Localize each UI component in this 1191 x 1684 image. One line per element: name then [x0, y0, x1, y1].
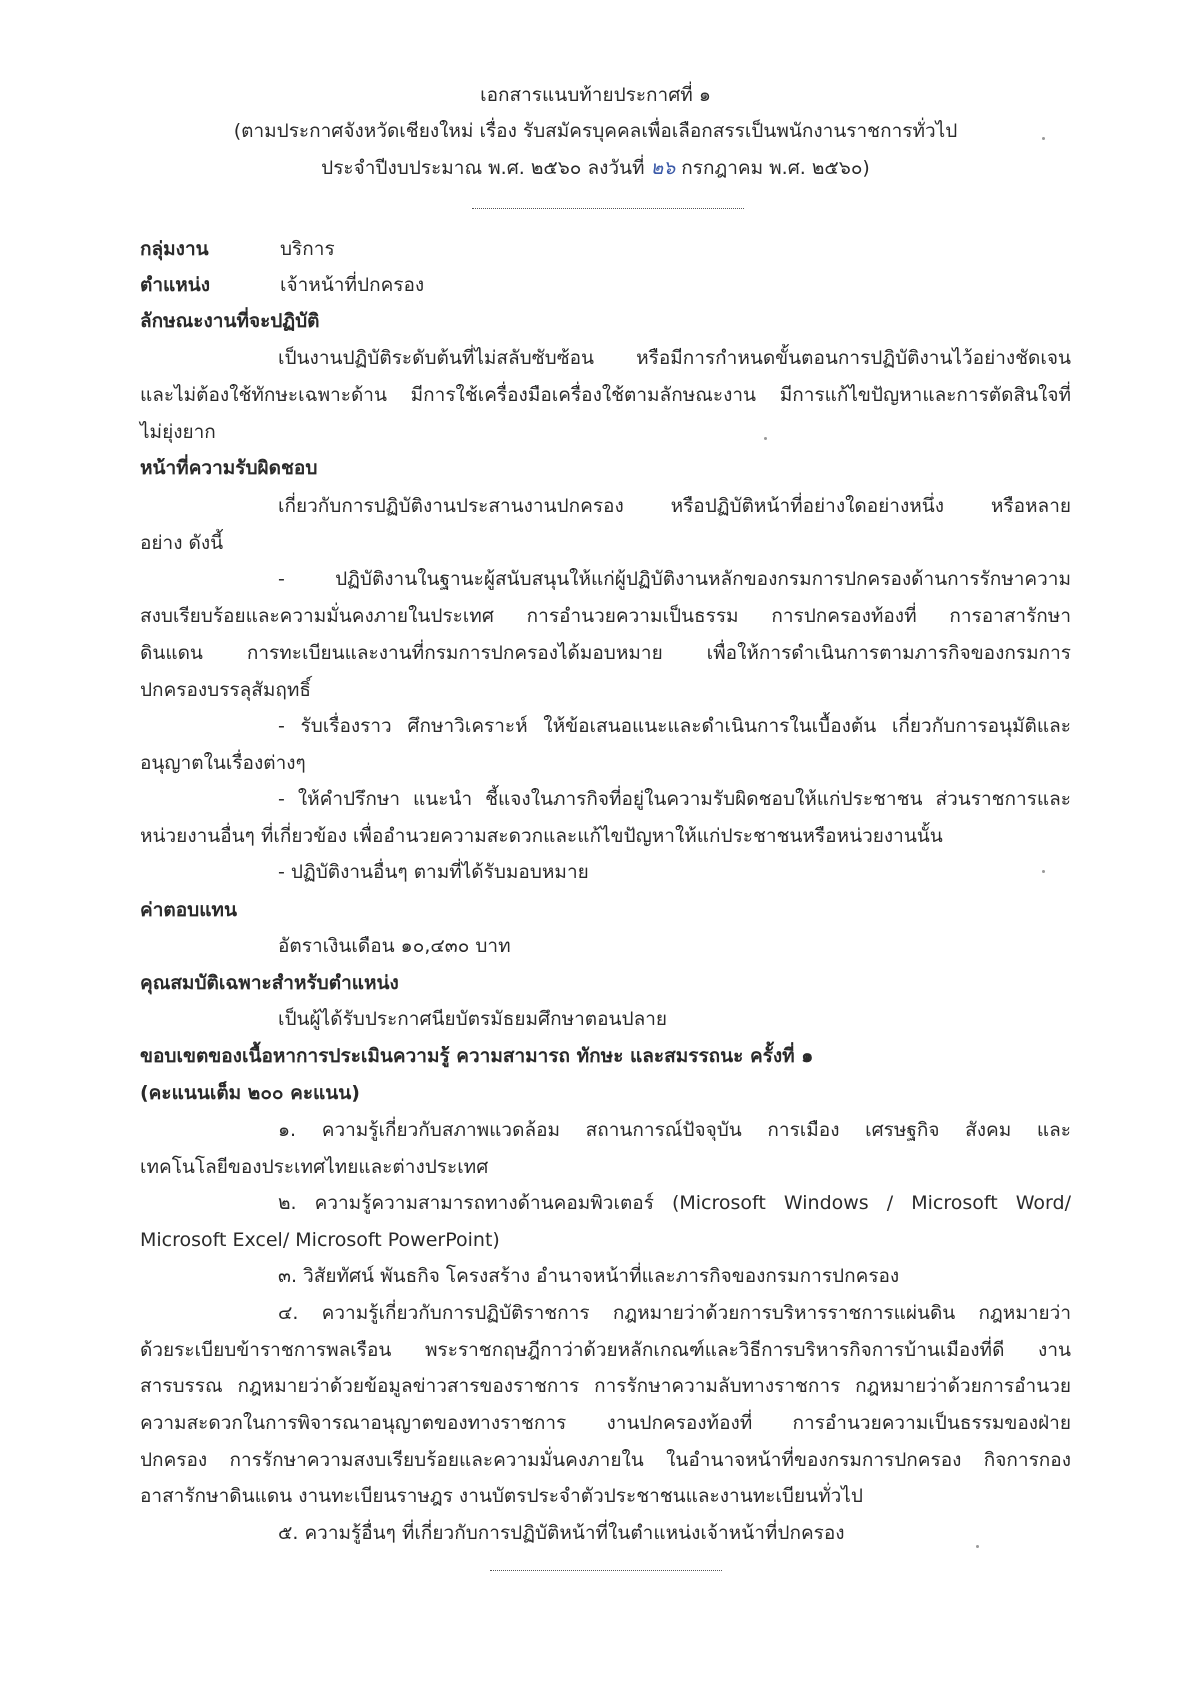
scan-speck — [1042, 137, 1045, 140]
position-value: เจ้าหน้าที่ปกครอง — [280, 274, 425, 296]
date-prefix: ประจำปีงบประมาณ พ.ศ. ๒๕๖๐ ลงวันที่ — [321, 157, 645, 179]
scope-line: ๓. วิสัยทัศน์ พันธกิจ โครงสร้าง อำนาจหน้าที่และภารกิจของกรมการปกครอง — [278, 1265, 900, 1287]
scan-speck — [1042, 870, 1045, 873]
qualification-value: เป็นผู้ได้รับประกาศนียบัตรมัธยมศึกษาตอนปลาย — [278, 1008, 668, 1030]
scope-line: อาสารักษาดินแดน งานทะเบียนราษฎร งานบัตรประจำตัวประชาชนและงานทะเบียนทั่วไป — [140, 1485, 863, 1507]
compensation-value: อัตราเงินเดือน ๑๐,๔๓๐ บาท — [278, 935, 511, 957]
scope-line: Microsoft Excel/ Microsoft PowerPoint) — [140, 1229, 500, 1251]
scope-line: ความสะดวกในการพิจารณาอนุญาตของทางราชการ งานปกครองท้องที่ การอำนวยความเป็นธรรมของฝ่าย — [140, 1412, 1071, 1434]
position-label: ตำแหน่ง — [140, 274, 211, 296]
qualification-heading: คุณสมบัติเฉพาะสำหรับตำแหน่ง — [140, 972, 399, 994]
scope-line: สารบรรณ กฎหมายว่าด้วยข้อมูลข่าวสารของราชการ การรักษาความลับทางราชการ กฎหมายว่าด้วยการอำนวย — [140, 1375, 1071, 1397]
scan-speck — [976, 1545, 979, 1548]
scope-line: ๔. ความรู้เกี่ยวกับการปฏิบัติราชการ กฎหมายว่าด้วยการบริหารราชการแผ่นดิน กฎหมายว่า — [278, 1302, 1071, 1324]
duties-line: ดินแดน การทะเบียนและงานที่กรมการปกครองได้มอบหมาย เพื่อให้การดำเนินการตามภารกิจของกรมการ — [140, 642, 1071, 664]
duties-line: - ปฏิบัติงานในฐานะผู้สนับสนุนให้แก่ผู้ปฏิบัติงานหลักของกรมการปกครองด้านการรักษาความ — [278, 568, 1071, 590]
scan-speck — [764, 437, 767, 440]
group-value: บริการ — [280, 238, 335, 260]
scope-heading: ขอบเขตของเนื้อหาการประเมินความรู้ ความสามารถ ทักษะ และสมรรถนะ ครั้งที่ ๑ — [140, 1045, 814, 1067]
duties-line: - ปฏิบัติงานอื่นๆ ตามที่ได้รับมอบหมาย — [278, 861, 589, 883]
footer-divider — [490, 1570, 722, 1571]
duties-line: - รับเรื่องราว ศึกษาวิเคราะห์ ให้ข้อเสนอแนะและดำเนินการในเบื้องต้น เกี่ยวกับการอนุมัติและ — [278, 715, 1071, 737]
handwritten-day: ๒๖ — [650, 157, 676, 179]
scope-line: ด้วยระเบียบข้าราชการพลเรือน พระราชกฤษฎีกาว่าด้วยหลักเกณฑ์และวิธีการบริหารกิจการบ้านเมืองที่ดี งาน — [140, 1339, 1071, 1361]
work-nature-line: ไม่ยุ่งยาก — [140, 421, 216, 443]
duties-line: เกี่ยวกับการปฏิบัติงานประสานงานปกครอง หรือปฏิบัติหน้าที่อย่างใดอย่างหนึ่ง หรือหลาย — [278, 495, 1071, 517]
scope-line: เทคโนโลยีของประเทศไทยและต่างประเทศ — [140, 1156, 489, 1178]
document-subtitle: (ตามประกาศจังหวัดเชียงใหม่ เรื่อง รับสมัครบุคคลเพื่อเลือกสรรเป็นพนักงานราชการทั่วไป — [233, 120, 958, 142]
duties-line: - ให้คำปรึกษา แนะนำ ชี้แจงในภารกิจที่อยู่ในความรับผิดชอบให้แก่ประชาชน ส่วนราชการและ — [278, 788, 1071, 810]
compensation-heading: ค่าตอบแทน — [140, 899, 237, 921]
header-divider — [472, 208, 744, 209]
document-date-line — [0, 155, 1191, 181]
duties-heading: หน้าที่ความรับผิดชอบ — [140, 457, 318, 479]
scope-line: ๑. ความรู้เกี่ยวกับสภาพแวดล้อม สถานการณ์ปัจจุบัน การเมือง เศรษฐกิจ สังคม และ — [278, 1119, 1071, 1141]
date-suffix: กรกฎาคม พ.ศ. ๒๕๖๐) — [681, 157, 870, 179]
scope-line: ๒. ความรู้ความสามารถทางด้านคอมพิวเตอร์ (Microsoft Windows / Microsoft Word/ — [278, 1192, 1071, 1214]
duties-line: อนุญาตในเรื่องต่างๆ — [140, 752, 306, 774]
duties-line: อย่าง ดังนี้ — [140, 532, 224, 554]
document-title: เอกสารแนบท้ายประกาศที่ ๑ — [480, 84, 711, 106]
work-nature-heading: ลักษณะงานที่จะปฏิบัติ — [140, 310, 320, 332]
duties-line: สงบเรียบร้อยและความมั่นคงภายในประเทศ การอำนวยความเป็นธรรม การปกครองท้องที่ การอาสารักษา — [140, 605, 1071, 627]
work-nature-line: และไม่ต้องใช้ทักษะเฉพาะด้าน มีการใช้เครื่องมือเครื่องใช้ตามลักษณะงาน มีการแก้ไขปัญหาและการตัดสินใจที่ — [140, 384, 1071, 406]
group-label: กลุ่มงาน — [140, 238, 209, 260]
scope-line: ปกครอง การรักษาความสงบเรียบร้อยและความมั่นคงภายใน ในอำนาจหน้าที่ของกรมการปกครอง กิจการกอง — [140, 1449, 1071, 1471]
work-nature-line: เป็นงานปฏิบัติระดับต้นที่ไม่สลับซับซ้อน หรือมีการกำหนดขั้นตอนการปฏิบัติงานไว้อย่างชัดเจน — [278, 347, 1071, 369]
scope-score: (คะแนนเต็ม ๒๐๐ คะแนน) — [140, 1082, 360, 1104]
scope-line: ๕. ความรู้อื่นๆ ที่เกี่ยวกับการปฏิบัติหน้าที่ในตำแหน่งเจ้าหน้าที่ปกครอง — [278, 1522, 845, 1544]
duties-line: หน่วยงานอื่นๆ ที่เกี่ยวข้อง เพื่ออำนวยความสะดวกและแก้ไขปัญหาให้แก่ประชาชนหรือหน่วยงานนั้น — [140, 825, 943, 847]
duties-line: ปกครองบรรลุสัมฤทธิ์ — [140, 679, 312, 701]
